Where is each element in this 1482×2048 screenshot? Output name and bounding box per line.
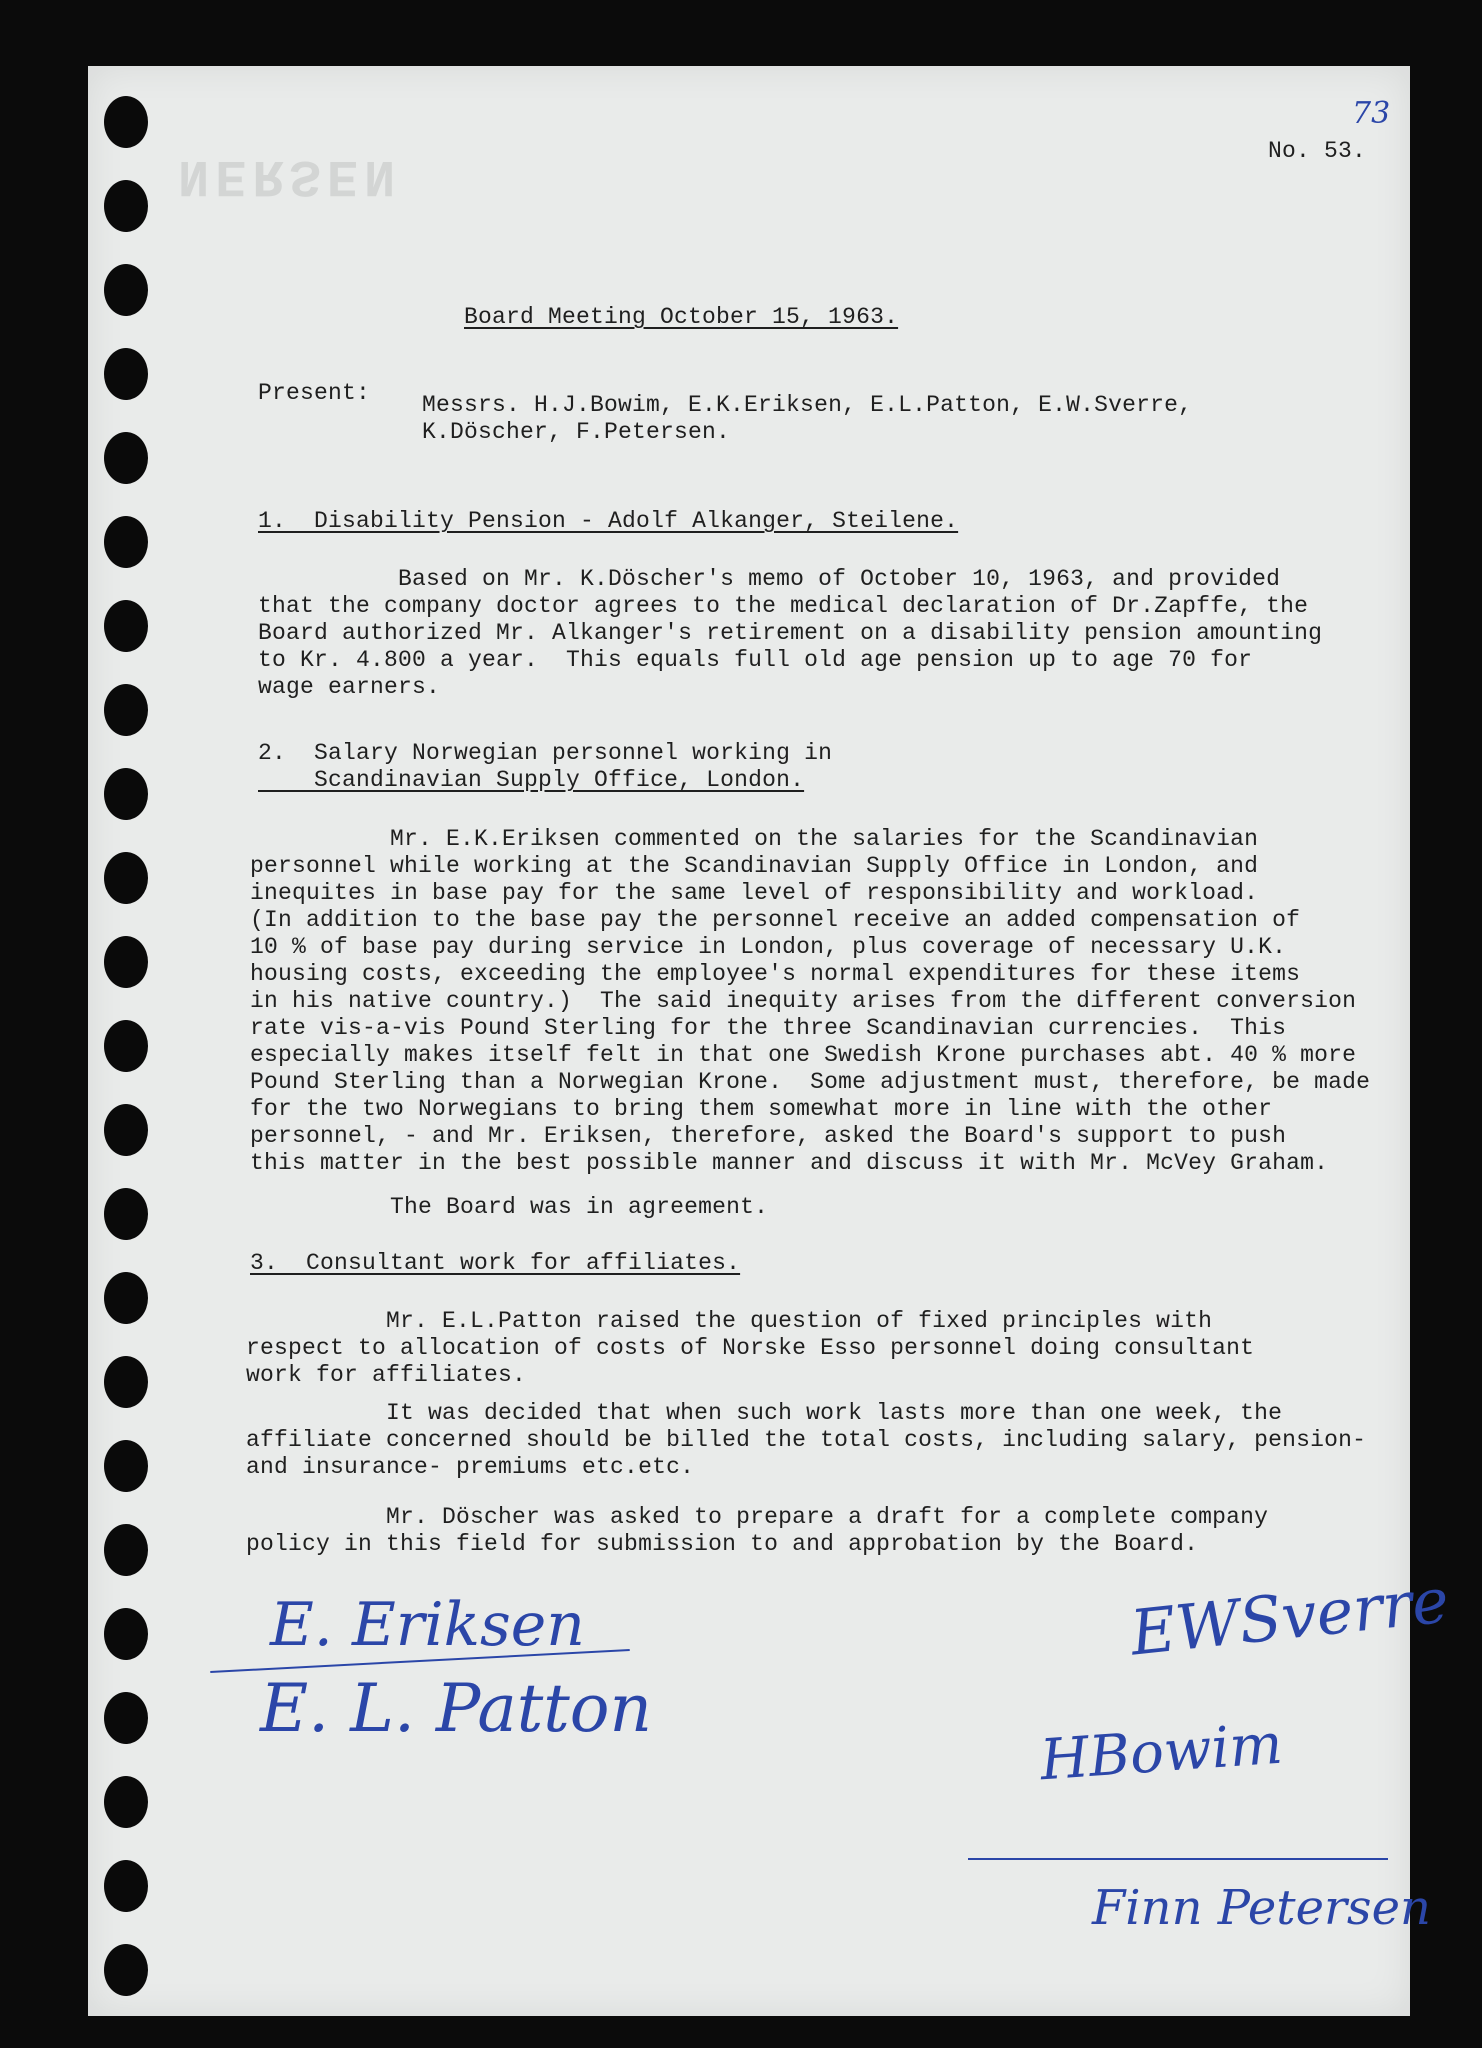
binder-hole — [104, 1692, 148, 1744]
body-line: to Kr. 4.800 a year. This equals full old age pension up to age 70 for — [258, 647, 1253, 673]
binder-hole — [104, 1944, 148, 1996]
binder-hole — [104, 1020, 148, 1072]
section1-heading: 1. Disability Pension - Adolf Alkanger, Steilene. — [258, 508, 959, 534]
binder-hole — [104, 1356, 148, 1408]
body-line: policy in this field for submission to and approbation by the Board. — [246, 1531, 1199, 1557]
body-line: It was decided that when such work lasts more than one week, the — [246, 1400, 1283, 1426]
binder-hole — [104, 936, 148, 988]
section3-para2 — [246, 1400, 1366, 1481]
body-line: 10 % of base pay during service in London, plus coverage of necessary U.K. — [250, 934, 1287, 960]
body-line: in his native country.) The said inequity arises from the different conversion — [250, 988, 1357, 1014]
section2-heading-line1: 2. Salary Norwegian personnel working in — [258, 740, 833, 766]
body-line: Based on Mr. K.Döscher's memo of October 10, 1963, and provided — [258, 566, 1281, 592]
handwritten-page-number: 73 — [1352, 96, 1391, 131]
binder-hole — [104, 1440, 148, 1492]
board-agreement: The Board was in agreement. — [250, 1194, 769, 1220]
binder-hole — [104, 1188, 148, 1240]
body-line: for the two Norwegians to bring them somewhat more in line with the other — [250, 1096, 1273, 1122]
binder-hole — [104, 1860, 148, 1912]
body-line: wage earners. — [258, 674, 441, 700]
signature-line — [968, 1858, 1388, 1860]
signature-eriksen: E. Eriksen — [270, 1590, 585, 1660]
body-line: (In addition to the base pay the personnel receive an added compensation of — [250, 907, 1301, 933]
section3-para3 — [246, 1504, 1268, 1558]
binder-hole — [104, 96, 148, 148]
page-title: Board Meeting October 15, 1963. — [464, 304, 899, 330]
body-line: personnel while working at the Scandinavian Supply Office in London, and — [250, 853, 1259, 879]
body-line: Mr. E.K.Eriksen commented on the salaries for the Scandinavian — [250, 826, 1259, 852]
binder-hole — [104, 1524, 148, 1576]
signature-sverre: EWSverre — [1127, 1563, 1453, 1670]
binder-hole — [104, 1776, 148, 1828]
binder-hole — [104, 516, 148, 568]
binder-hole — [104, 600, 148, 652]
body-line: especially makes itself felt in that one Swedish Krone purchases abt. 40 % more — [250, 1042, 1357, 1068]
section2-body — [250, 826, 1370, 1177]
binder-hole — [104, 264, 148, 316]
body-line: affiliate concerned should be billed the total costs, including salary, pension- — [246, 1427, 1367, 1453]
section3-heading: 3. Consultant work for affiliates. — [250, 1250, 741, 1276]
binder-hole — [104, 684, 148, 736]
body-line: rate vis-a-vis Pound Sterling for the three Scandinavian currencies. This — [250, 1015, 1287, 1041]
section3-para1 — [246, 1308, 1254, 1389]
body-line: respect to allocation of costs of Norske Esso personnel doing consultant — [246, 1335, 1255, 1361]
section1-body — [258, 566, 1322, 701]
body-line: inequites in base pay for the same level of responsibility and workload. — [250, 880, 1259, 906]
signature-patton: E. L. Patton — [260, 1670, 653, 1747]
binder-hole — [104, 1272, 148, 1324]
body-line: this matter in the best possible manner and discuss it with Mr. McVey Graham. — [250, 1150, 1329, 1176]
body-line: Mr. Döscher was asked to prepare a draft for a complete company — [246, 1504, 1269, 1530]
body-line: Pound Sterling than a Norwegian Krone. Some adjustment must, therefore, be made — [250, 1069, 1371, 1095]
body-line: that the company doctor agrees to the medical declaration of Dr.Zapffe, the — [258, 593, 1309, 619]
body-line: and insurance- premiums etc.etc. — [246, 1454, 695, 1480]
bleed-through-stamp: NERSEN — [178, 146, 402, 205]
present-names-line2: K.Döscher, F.Petersen. — [422, 419, 731, 445]
present-names-line1: Messrs. H.J.Bowim, E.K.Eriksen, E.L.Patton, E.W.Sverre, — [422, 392, 1193, 418]
body-line: Board authorized Mr. Alkanger's retirement on a disability pension amounting — [258, 620, 1323, 646]
section2-heading-line2: Scandinavian Supply Office, London. — [258, 767, 805, 793]
binder-hole — [104, 348, 148, 400]
binder-hole — [104, 768, 148, 820]
body-line: work for affiliates. — [246, 1362, 527, 1388]
body-line: housing costs, exceeding the employee's normal expenditures for these items — [250, 961, 1301, 987]
binder-hole — [104, 1608, 148, 1660]
binder-hole — [104, 852, 148, 904]
binder-hole — [104, 180, 148, 232]
present-label: Present: — [258, 380, 371, 406]
signature-petersen: Finn Petersen — [1092, 1880, 1431, 1936]
body-line: Mr. E.L.Patton raised the question of fixed principles with — [246, 1308, 1213, 1334]
binder-hole — [104, 1104, 148, 1156]
document-number: No. 53. — [1268, 138, 1367, 164]
signature-bowim: HBowim — [1038, 1711, 1285, 1794]
binder-hole — [104, 432, 148, 484]
body-line: personnel, - and Mr. Eriksen, therefore, asked the Board's support to push — [250, 1123, 1287, 1149]
